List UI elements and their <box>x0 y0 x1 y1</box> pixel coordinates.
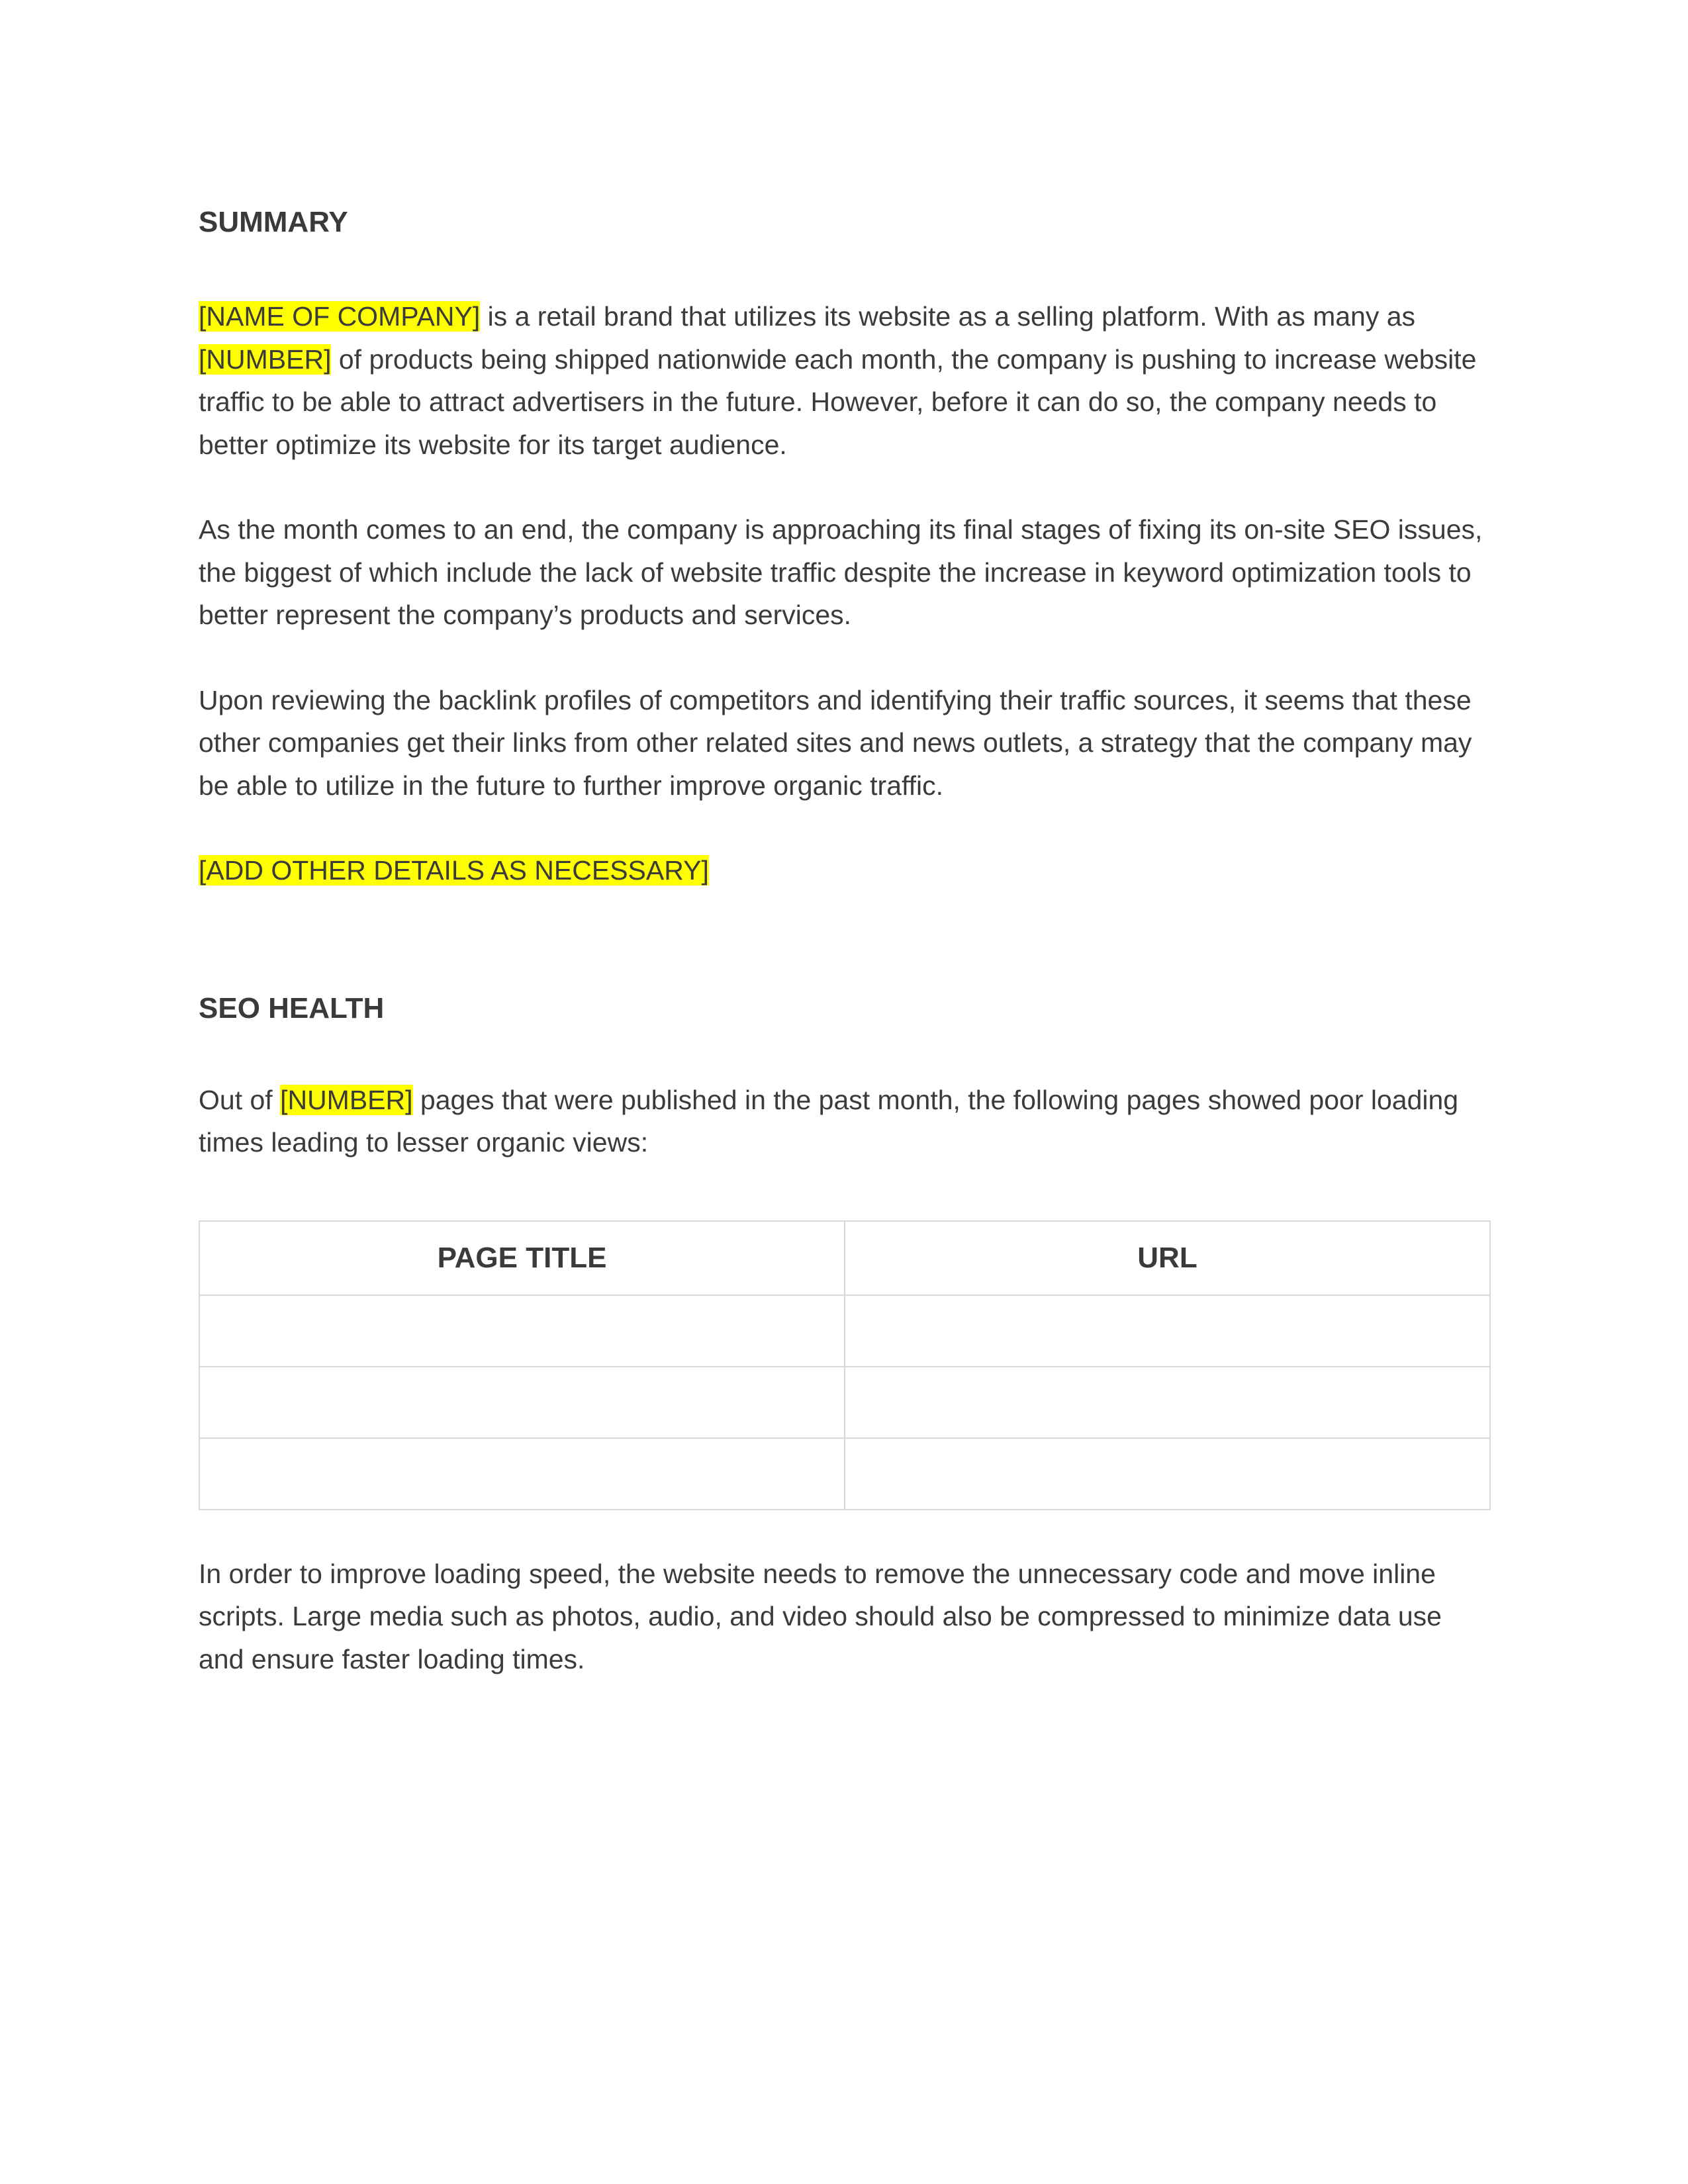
page-title-cell[interactable] <box>199 1295 845 1367</box>
summary-paragraph-2: As the month comes to an end, the company is approaching its final stages of fixing its on-site SEO issues, the biggest of which include the lack of website traffic despite the increase in keyword optimization tools to better represent the company’s products and services. <box>199 514 1483 630</box>
seo-health-paragraph-1 <box>199 1079 1489 1164</box>
table-row <box>199 1367 1490 1438</box>
summary-heading: SUMMARY <box>199 206 348 238</box>
page-title-cell[interactable] <box>199 1438 845 1510</box>
seo-paragraph-1-text-a: Out of <box>199 1084 281 1115</box>
summary-paragraph-3: Upon reviewing the backlink profiles of competitors and identifying their traffic sources, it seems that these other companies get their links from other related sites and news outlets, a strategy that the company may be able to utilize in the future to further improve organic traffic. <box>199 684 1472 801</box>
page-count-placeholder: [NUMBER] <box>280 1084 413 1115</box>
url-column-header: URL <box>845 1221 1490 1295</box>
page-title-cell[interactable] <box>199 1367 845 1438</box>
number-placeholder: [NUMBER] <box>199 343 332 375</box>
table-row <box>199 1438 1490 1510</box>
page-title-column-header: PAGE TITLE <box>199 1221 845 1295</box>
url-cell[interactable] <box>845 1438 1490 1510</box>
company-name-placeholder: [NAME OF COMPANY] <box>199 301 481 332</box>
seo-health-paragraph-2: In order to improve loading speed, the website needs to remove the unnecessary code and move inline scripts. Large media such as photos, audio, and video should also be compressed to minimize data use and ensure faster loading times. <box>199 1558 1442 1674</box>
seo-paragraph-1-text-b: pages that were published in the past month, the following pages showed poor loading times leading to lesser organic views: <box>199 1084 1459 1158</box>
url-cell[interactable] <box>845 1367 1490 1438</box>
summary-paragraph-1 <box>199 295 1489 466</box>
other-details-placeholder: [ADD OTHER DETAILS AS NECESSARY] <box>199 855 709 886</box>
table-header-row <box>199 1221 1490 1295</box>
seo-health-heading: SEO HEALTH <box>199 991 385 1024</box>
summary-paragraph-1-text-b: of products being shipped nationwide each month, the company is pushing to increase website traffic to be able to attract advertisers in the future. However, before it can do so, the company needs to better optimize its website for its target audience. <box>199 343 1477 460</box>
url-cell[interactable] <box>845 1295 1490 1367</box>
summary-paragraph-1-text-a: is a retail brand that utilizes its website as a selling platform. With as many as <box>480 301 1416 332</box>
table-row <box>199 1295 1490 1367</box>
slow-pages-table <box>199 1220 1491 1510</box>
summary-paragraph-4 <box>199 849 1489 892</box>
document-page <box>199 192 1489 1680</box>
